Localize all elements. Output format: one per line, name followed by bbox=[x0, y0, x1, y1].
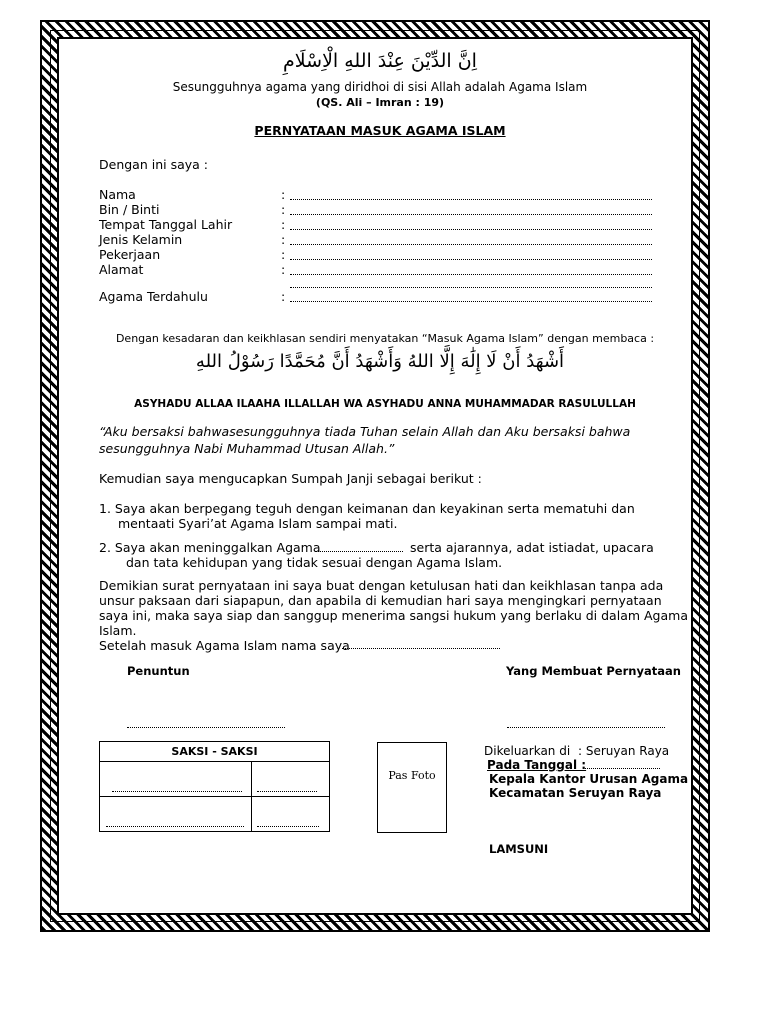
witness-1-name[interactable] bbox=[112, 791, 242, 792]
office-line-1: Kepala Kantor Urusan Agama bbox=[489, 772, 689, 786]
signature-label-declarant: Yang Membuat Pernyataan bbox=[506, 664, 681, 678]
shahada-meaning-1: “Aku bersaksi bahwasesungguhnya tiada Tuhan selain Allah dan Aku bersaksi bahwa bbox=[99, 424, 631, 439]
closing-line-2: unsur paksaan dari siapapun, dan apabila di kemudian hari saya mengingkari pernyataan bbox=[99, 593, 662, 608]
photo-label: Pas Foto bbox=[388, 769, 436, 782]
witness-1-signature[interactable] bbox=[257, 791, 317, 792]
table-rule bbox=[99, 796, 330, 797]
shahada-arabic: أَشْهَدُ أَنْ لَا إِلَٰهَ إِلَّا اللهُ وَأَشْهَدُ أَنَّ مُحَمَّدًا رَسُوْلُ اللهِ bbox=[195, 351, 565, 372]
field-label-agama-terdahulu: Agama Terdahulu bbox=[99, 289, 208, 304]
field-sep: : bbox=[281, 289, 286, 304]
declaration-intro: Dengan kesadaran dan keikhlasan sendiri menyatakan “Masuk Agama Islam” dengan membaca : bbox=[115, 332, 655, 345]
field-sep: : bbox=[281, 217, 286, 232]
field-input-alamat-2[interactable] bbox=[290, 287, 652, 288]
field-input-nama[interactable] bbox=[290, 199, 652, 200]
oath-1-line-2: mentaati Syari’at Agama Islam sampai mati. bbox=[118, 516, 398, 531]
closing-line-4: Islam. bbox=[99, 623, 137, 638]
closing-line-3: saya ini, maka saya siap dan sanggup menerima sangsi hukum yang berlaku di dalam Agama bbox=[99, 608, 688, 623]
shahada-latin: ASYHADU ALLAA ILAAHA ILLALLAH WA ASYHADU ANNA MUHAMMADAR RASULULLAH bbox=[134, 398, 636, 410]
signature-line-guide[interactable] bbox=[127, 727, 285, 728]
field-label-jenis-kelamin: Jenis Kelamin bbox=[99, 232, 183, 247]
field-sep: : bbox=[281, 202, 286, 217]
office-line-2: Kecamatan Seruyan Raya bbox=[489, 786, 662, 800]
field-input-alamat[interactable] bbox=[290, 274, 652, 275]
issued-date-label: Pada Tanggal : bbox=[487, 758, 587, 772]
table-rule bbox=[99, 761, 330, 762]
arabic-verse: اِنَّ الدِّيْنَ عِنْدَ اللهِ الْاِسْلَامِ bbox=[283, 50, 477, 72]
new-name-label: Setelah masuk Agama Islam nama saya bbox=[99, 638, 350, 653]
issued-at-value: : Seruyan Raya bbox=[578, 744, 670, 758]
oath-intro: Kemudian saya mengucapkan Sumpah Janji sebagai berikut : bbox=[99, 471, 482, 486]
signature-line-declarant[interactable] bbox=[507, 727, 665, 728]
oath-2-line-2: dan tata kehidupan yang tidak sesuai dengan Agama Islam. bbox=[126, 555, 503, 570]
field-label-alamat: Alamat bbox=[99, 262, 144, 277]
field-input-jenis-kelamin[interactable] bbox=[290, 244, 652, 245]
issued-date-input[interactable] bbox=[585, 768, 660, 769]
field-input-agama-terdahulu[interactable] bbox=[290, 301, 652, 302]
verse-reference: (QS. Ali – Imran : 19) bbox=[315, 96, 445, 109]
field-sep: : bbox=[281, 247, 286, 262]
field-label-bin-binti: Bin / Binti bbox=[99, 202, 160, 217]
new-name-input[interactable] bbox=[342, 648, 500, 649]
field-sep: : bbox=[281, 232, 286, 247]
witness-2-signature[interactable] bbox=[257, 826, 319, 827]
field-input-pekerjaan[interactable] bbox=[290, 259, 652, 260]
signature-label-guide: Penuntun bbox=[127, 664, 190, 678]
shahada-meaning-2: sesungguhnya Nabi Muhammad Utusan Allah.” bbox=[99, 441, 395, 456]
page-title: PERNYATAAN MASUK AGAMA ISLAM bbox=[254, 123, 506, 138]
issued-at-label: Dikeluarkan di bbox=[484, 744, 571, 758]
field-input-ttl[interactable] bbox=[290, 229, 652, 230]
table-rule bbox=[251, 761, 252, 832]
witness-2-name[interactable] bbox=[106, 826, 244, 827]
field-sep: : bbox=[281, 262, 286, 277]
closing-line-1: Demikian surat pernyataan ini saya buat dengan ketulusan hati dan keikhlasan tanpa ada bbox=[99, 578, 664, 593]
field-sep: : bbox=[281, 187, 286, 202]
official-name: LAMSUNI bbox=[489, 842, 549, 856]
field-label-nama: Nama bbox=[99, 187, 136, 202]
previous-religion-input[interactable] bbox=[315, 551, 403, 552]
intro-text: Dengan ini saya : bbox=[99, 157, 208, 172]
oath-2-prefix: 2. Saya akan meninggalkan Agama bbox=[99, 540, 321, 555]
oath-2-suffix: serta ajarannya, adat istiadat, upacara bbox=[410, 540, 654, 555]
field-input-bin-binti[interactable] bbox=[290, 214, 652, 215]
field-label-pekerjaan: Pekerjaan bbox=[99, 247, 161, 262]
witness-title: SAKSI - SAKSI bbox=[171, 745, 258, 758]
oath-1-line-1: 1. Saya akan berpegang teguh dengan keimanan dan keyakinan serta mematuhi dan bbox=[99, 501, 635, 516]
field-label-ttl: Tempat Tanggal Lahir bbox=[99, 217, 233, 232]
photo-box[interactable] bbox=[377, 742, 447, 833]
verse-translation: Sesungguhnya agama yang diridhoi di sisi Allah adalah Agama Islam bbox=[172, 80, 588, 94]
